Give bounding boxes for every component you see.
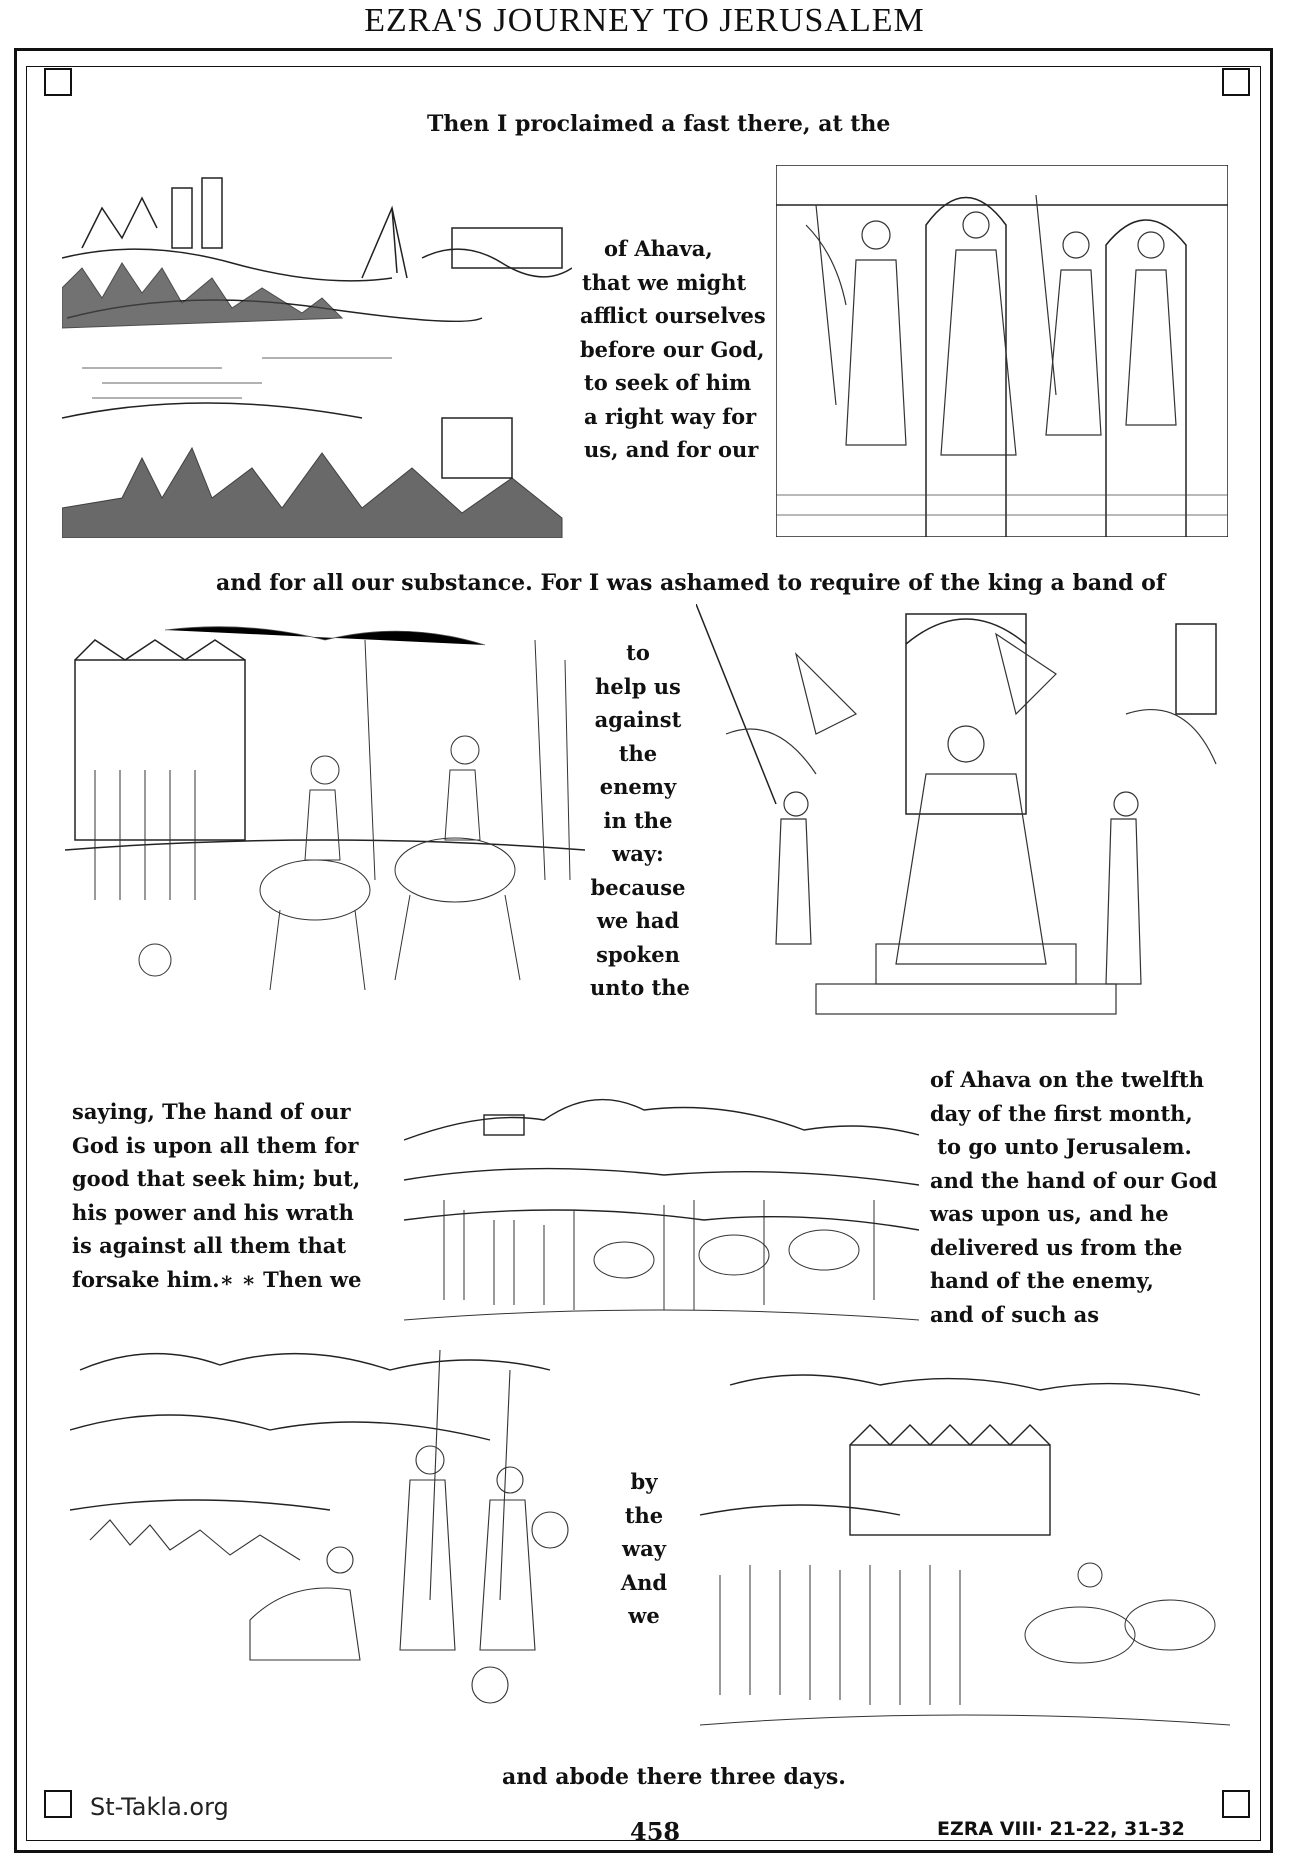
text-column-4: by the way And we bbox=[620, 1469, 668, 1628]
closing-text: and abode there three days. bbox=[502, 1764, 846, 1790]
corner-ornament-top-right bbox=[1222, 68, 1250, 96]
site-watermark: St-Takla.org bbox=[90, 1793, 229, 1821]
scripture-reference: EZRA VIII· 21-22, 31-32 bbox=[937, 1818, 1185, 1840]
illustration-arrival-at-jerusalem bbox=[700, 1365, 1230, 1740]
text-column-1: of Ahava, that we might afflict ourselves before our God, to seek of him a right way for us, and for our bbox=[580, 236, 766, 462]
illustration-women-with-palms bbox=[776, 165, 1228, 537]
page-title: EZRA'S JOURNEY TO JERUSALEM bbox=[364, 2, 925, 39]
text-line-2: and for all our substance. For I was ashamed to require of the king a band of bbox=[216, 570, 1166, 596]
corner-ornament-top-left bbox=[44, 68, 72, 96]
illustration-caravan-procession bbox=[404, 1080, 919, 1335]
corner-ornament-bottom-right bbox=[1222, 1790, 1250, 1818]
corner-ornament-bottom-left bbox=[44, 1790, 72, 1818]
illustration-river-landscape bbox=[62, 168, 572, 538]
page-number: 458 bbox=[630, 1817, 681, 1846]
text-column-3-left: saying, The hand of our God is upon all them for good that seek him; but, his power and his wrath is against all them that forsake him.∗ ∗ Then we bbox=[72, 1099, 362, 1292]
text-column-2: to help us against the enemy in the way: because we had spoken unto the bbox=[590, 640, 690, 1000]
text-column-3-right: of Ahava on the twelfth day of the first month, to go unto Jerusalem. and the hand of our God was upon us, and he delivered us from the hand of the enemy, and of such as bbox=[930, 1067, 1218, 1327]
illustration-horsemen-soldiers bbox=[65, 620, 585, 1020]
text-line-1: Then I proclaimed a fast there, at the bbox=[427, 111, 891, 137]
illustration-king-on-throne bbox=[696, 604, 1226, 1024]
illustration-battle-scene bbox=[70, 1340, 610, 1710]
